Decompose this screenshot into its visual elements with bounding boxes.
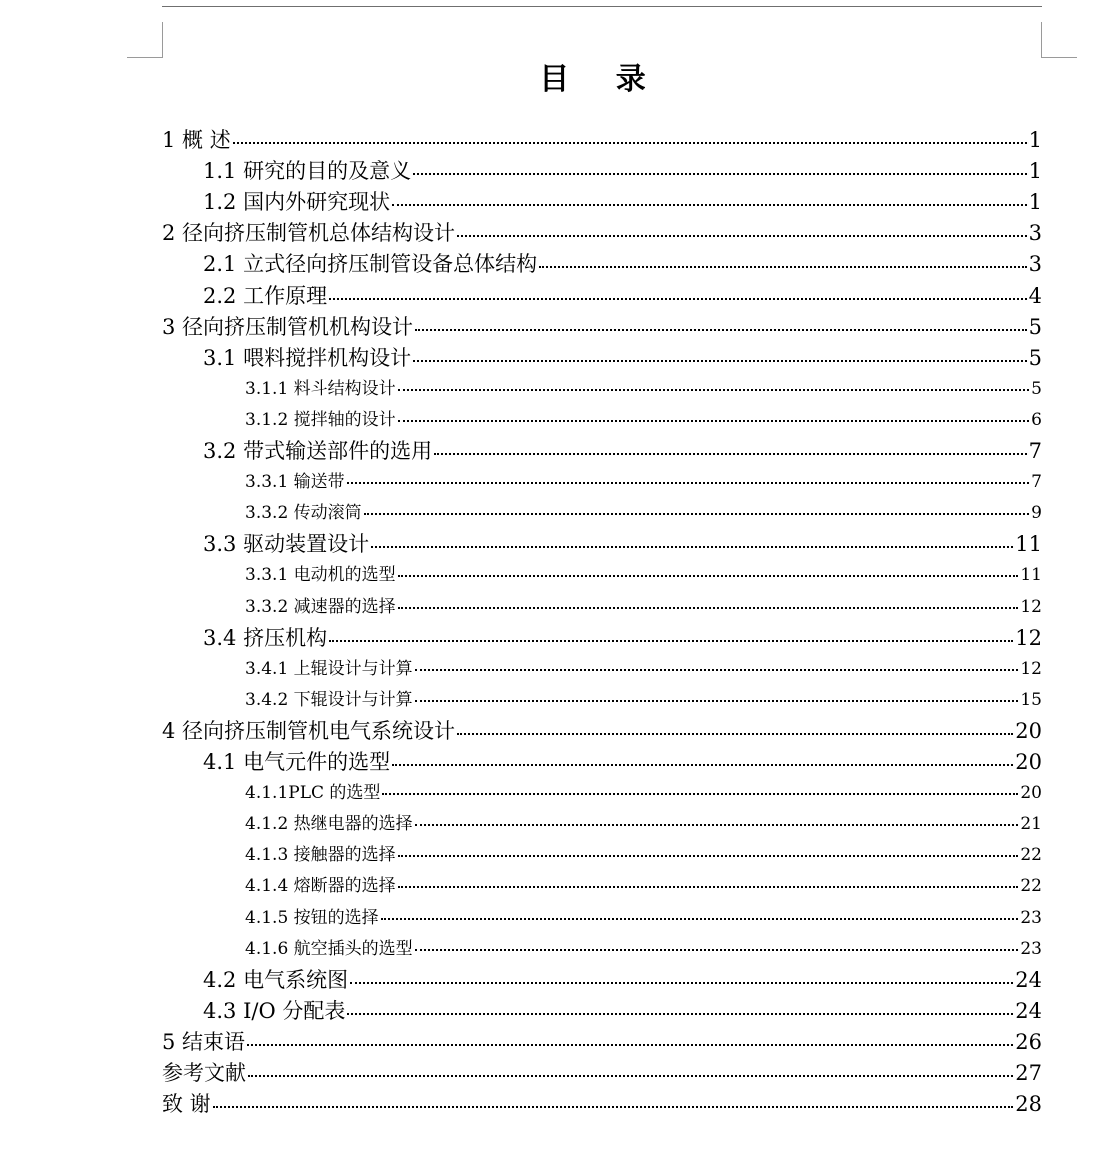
toc-page-number: 11 (1020, 565, 1042, 586)
toc-page-number: 23 (1020, 907, 1042, 928)
toc-dot-leader (248, 1075, 1013, 1077)
toc-entry[interactable] (203, 344, 1042, 372)
toc-entry-label: 3.3 驱动装置设计 (203, 532, 370, 557)
toc-dot-leader (392, 764, 1013, 766)
toc-page-number: 28 (1015, 1092, 1042, 1117)
toc-dot-leader (364, 513, 1030, 515)
toc-entry-label: 2 径向挤压制管机总体结构设计 (162, 221, 456, 246)
toc-dot-leader (539, 266, 1027, 268)
toc-entry-label: 1 概 述 (162, 128, 231, 152)
toc-entry[interactable] (162, 126, 1042, 154)
toc-entry-label: 5 结束语 (162, 1029, 246, 1054)
toc-page-number: 3 (1028, 252, 1042, 277)
toc-page-number: 4 (1028, 283, 1042, 308)
toc-page-number: 9 (1031, 503, 1042, 524)
toc-dot-leader (381, 918, 1019, 920)
toc-page-number: 5 (1028, 314, 1042, 339)
toc-entry-label: 3.2 带式输送部件的选用 (203, 439, 433, 463)
toc-entry-label: 4.1 电气元件的选型 (203, 750, 391, 774)
toc-dot-leader (415, 824, 1019, 826)
toc-entry[interactable] (162, 219, 1042, 247)
toc-dot-leader (415, 329, 1027, 331)
toc-entry-label: 4.1.2 热继电器的选择 (245, 814, 413, 835)
toc-entry[interactable] (203, 997, 1042, 1025)
toc-entry[interactable] (245, 468, 1042, 496)
toc-entry[interactable] (203, 530, 1042, 558)
toc-entry-label: 参考文献 (162, 1061, 246, 1085)
toc-dot-leader (398, 420, 1030, 422)
toc-dot-leader (347, 1013, 1013, 1015)
toc-entry[interactable] (245, 375, 1042, 403)
toc-entry[interactable] (203, 188, 1042, 216)
toc-page-number: 5 (1031, 378, 1042, 399)
toc-page-number: 6 (1031, 409, 1042, 430)
toc-dot-leader (382, 793, 1018, 795)
toc-entry-label: 3.4.1 上辊设计与计算 (245, 658, 413, 679)
toc-entry-label: 4.1.5 按钮的选择 (245, 907, 379, 928)
toc-page-number: 24 (1015, 967, 1042, 992)
toc-entry-label: 4.1.1PLC 的选型 (245, 783, 381, 804)
toc-dot-leader (398, 886, 1019, 888)
toc-entry-label: 1.1 研究的目的及意义 (203, 159, 412, 184)
toc-dot-leader (329, 298, 1027, 300)
toc-dot-leader (457, 235, 1027, 237)
toc-entry-label: 3.1.1 料斗结构设计 (245, 378, 396, 399)
toc-dot-leader (347, 482, 1030, 484)
toc-page-number: 12 (1020, 596, 1042, 617)
toc-page-number: 27 (1015, 1061, 1042, 1085)
toc-dot-leader (415, 669, 1019, 671)
toc-entry-label: 3 径向挤压制管机机构设计 (162, 314, 414, 339)
toc-page-number: 24 (1015, 998, 1042, 1023)
toc-page-number: 5 (1028, 345, 1042, 370)
toc-entry[interactable] (245, 499, 1042, 527)
toc-entry-label: 3.1 喂料搅拌机构设计 (203, 345, 412, 370)
toc-entry[interactable] (245, 686, 1042, 714)
toc-dot-leader (329, 640, 1013, 642)
toc-entry[interactable] (245, 872, 1042, 900)
toc-dot-leader (398, 607, 1019, 609)
toc-entry[interactable] (245, 779, 1042, 807)
toc-entry[interactable] (162, 313, 1042, 341)
toc-dot-leader (413, 360, 1027, 362)
toc-entry[interactable] (245, 561, 1042, 589)
toc-entry[interactable] (162, 1028, 1042, 1056)
toc-page-number: 12 (1015, 625, 1042, 650)
toc-page-number: 20 (1015, 718, 1042, 743)
toc-entry-label: 3.4 挤压机构 (203, 625, 328, 650)
toc-entry[interactable] (245, 935, 1042, 963)
toc-entry[interactable] (203, 437, 1042, 465)
toc-dot-leader (457, 733, 1013, 735)
toc-page-number: 1 (1028, 128, 1042, 152)
toc-dot-leader (398, 389, 1030, 391)
toc-page-number: 22 (1020, 876, 1042, 897)
toc-dot-leader (350, 982, 1013, 984)
toc-dot-leader (415, 700, 1019, 702)
toc-entry[interactable] (203, 157, 1042, 185)
toc-entry[interactable] (203, 624, 1042, 652)
toc-page-number: 12 (1020, 658, 1042, 679)
toc-page-number: 20 (1020, 783, 1042, 804)
toc-dot-leader (398, 575, 1019, 577)
toc-entry[interactable] (245, 406, 1042, 434)
toc-entry-label: 2.2 工作原理 (203, 283, 328, 308)
toc-entry-label: 4.1.6 航空插头的选型 (245, 938, 413, 959)
toc-entry[interactable] (203, 748, 1042, 776)
toc-entry[interactable] (245, 655, 1042, 683)
toc-dot-leader (233, 142, 1027, 144)
toc-page-number: 21 (1020, 814, 1042, 835)
toc-dot-leader (434, 453, 1027, 455)
toc-dot-leader (415, 949, 1019, 951)
toc-entry-label: 致 谢 (162, 1092, 211, 1117)
toc-dot-leader (398, 855, 1019, 857)
toc-entry-label: 4.2 电气系统图 (203, 967, 349, 992)
toc-entry[interactable] (162, 717, 1042, 745)
toc-entry[interactable] (203, 282, 1042, 310)
toc-entry-label: 4 径向挤压制管机电气系统设计 (162, 718, 456, 743)
toc-entry-label: 3.1.2 搅拌轴的设计 (245, 409, 396, 430)
toc-page-number: 1 (1028, 159, 1042, 184)
toc-page-number: 1 (1028, 190, 1042, 215)
toc-dot-leader (371, 546, 1013, 548)
toc-entry-label: 3.3.2 减速器的选择 (245, 596, 396, 617)
toc-entry[interactable] (162, 1090, 1042, 1118)
toc-page-number: 26 (1015, 1029, 1042, 1054)
toc-entry-label: 4.1.4 熔断器的选择 (245, 876, 396, 897)
toc-entry-label: 4.1.3 接触器的选择 (245, 845, 396, 866)
toc-page-number: 3 (1028, 221, 1042, 246)
toc-entry[interactable] (203, 250, 1042, 278)
toc-entry[interactable] (245, 593, 1042, 621)
toc-entry[interactable] (245, 904, 1042, 932)
toc-entry[interactable] (245, 810, 1042, 838)
toc-entry-label: 3.3.1 输送带 (245, 472, 345, 493)
toc-page-number: 7 (1031, 472, 1042, 493)
toc-page-number: 11 (1015, 532, 1042, 557)
toc-entry-label: 4.3 I/O 分配表 (203, 998, 346, 1023)
toc-entry-label: 2.1 立式径向挤压制管设备总体结构 (203, 252, 538, 277)
toc-entry-label: 1.2 国内外研究现状 (203, 190, 391, 215)
toc-dot-leader (392, 204, 1027, 206)
toc-entry[interactable] (162, 1059, 1042, 1087)
toc-page-number: 20 (1015, 750, 1042, 774)
toc-dot-leader (413, 173, 1027, 175)
toc-entry[interactable] (245, 841, 1042, 869)
toc-entry[interactable] (203, 966, 1042, 994)
toc-entry-label: 3.3.2 传动滚筒 (245, 503, 362, 524)
toc-title: 目 录 (539, 62, 664, 97)
toc-entry-label: 3.3.1 电动机的选型 (245, 565, 396, 586)
toc-dot-leader (247, 1044, 1013, 1046)
toc-page-number: 7 (1028, 439, 1042, 463)
toc-dot-leader (213, 1106, 1014, 1108)
toc-entry-label: 3.4.2 下辊设计与计算 (245, 689, 413, 710)
toc-page-number: 22 (1020, 845, 1042, 866)
toc-page-number: 23 (1020, 938, 1042, 959)
toc-page-number: 15 (1020, 689, 1042, 710)
